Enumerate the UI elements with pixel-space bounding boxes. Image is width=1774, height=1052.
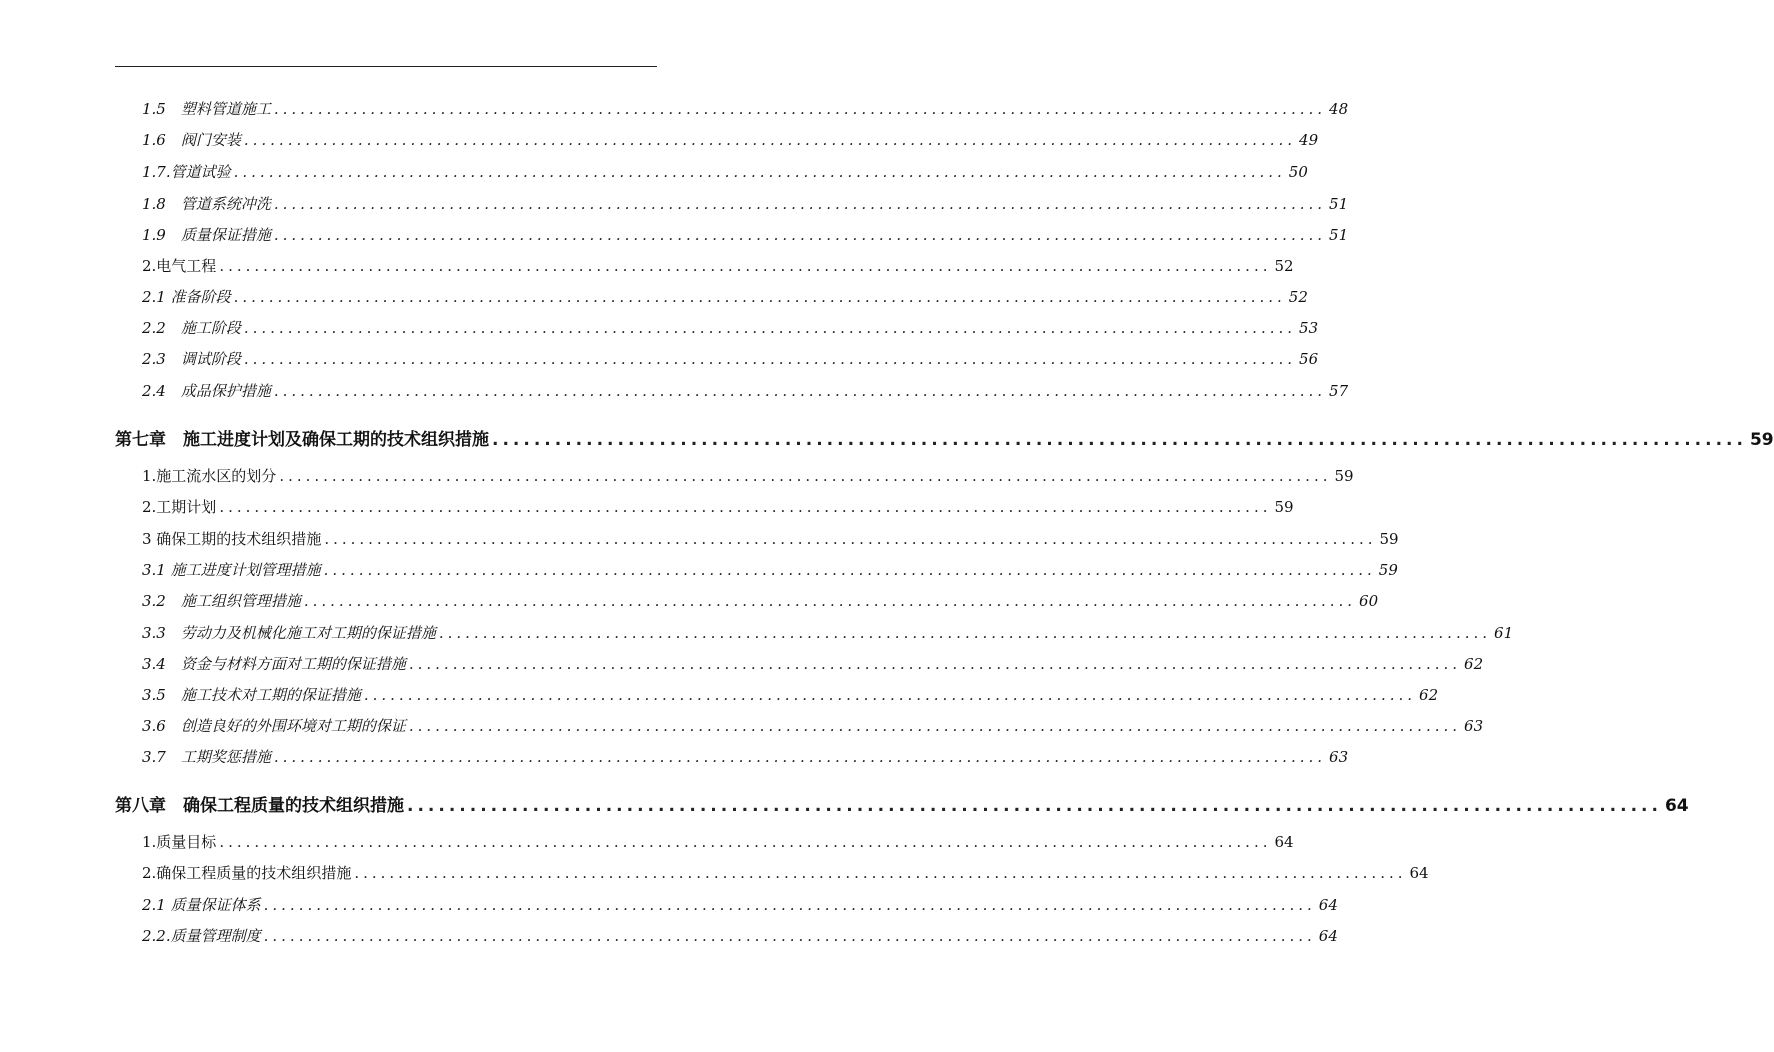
toc-entry[interactable]: [142, 622, 1514, 643]
toc-entry-title: 3 确保工期的技术组织措施: [142, 530, 322, 548]
toc-entry-title: 2.工期计划: [142, 498, 217, 516]
toc-page-number: 64: [1318, 927, 1338, 945]
toc-page-number: 52: [1274, 257, 1294, 275]
toc-entry[interactable]: [142, 715, 1484, 736]
toc-entry-title: 3.4 资金与材料方面对工期的保证措施: [142, 655, 406, 673]
toc-entry-title: 2.1 准备阶段: [142, 288, 231, 306]
toc-entry-title: 1.8 管道系统冲洗: [142, 195, 271, 213]
toc-page-number: 59: [1334, 467, 1354, 485]
toc-page-number: 61: [1494, 624, 1514, 642]
toc-entry[interactable]: [142, 224, 1349, 245]
toc-leader-dots: ........................................................................................................................: [219, 833, 1272, 851]
toc-entry[interactable]: [142, 348, 1319, 369]
toc-entry[interactable]: [142, 831, 1294, 852]
toc-leader-dots: ........................................................................................................................: [219, 498, 1272, 516]
toc-entry[interactable]: [142, 925, 1338, 946]
toc-entry-title: 2.1 质量保证体系: [142, 896, 261, 914]
toc-entry[interactable]: [142, 590, 1379, 611]
toc-leader-dots: ........................................................................................................................: [243, 131, 1297, 149]
toc-page-number: 64: [1409, 864, 1429, 882]
toc-leader-dots: ........................................................................................................................: [273, 226, 1327, 244]
toc-entry-title: 第七章 施工进度计划及确保工期的技术组织措施: [115, 430, 489, 450]
toc-entry[interactable]: [142, 653, 1484, 674]
toc-entry-title: 1.5 塑料管道施工: [142, 100, 271, 118]
toc-entry-title: 1.7.管道试验: [142, 163, 231, 181]
toc-leader-dots: ........................................................................................................................: [273, 195, 1327, 213]
toc-entry-title: 3.6 创造良好的外围环境对工期的保证: [142, 717, 406, 735]
toc-entry-title: 2.电气工程: [142, 257, 217, 275]
toc-entry[interactable]: [142, 465, 1354, 486]
toc-entry-title: 2.2 施工阶段: [142, 319, 241, 337]
toc-entry-title: 1.施工流水区的划分: [142, 467, 277, 485]
toc-entry[interactable]: [142, 317, 1319, 338]
toc-entry-title: 2.2.质量管理制度: [142, 927, 261, 945]
toc-leader-dots: ........................................................................................................................: [263, 927, 1316, 945]
toc-entry[interactable]: [142, 286, 1308, 307]
toc-page-number: 59: [1274, 498, 1294, 516]
toc-page-number: 57: [1329, 382, 1349, 400]
toc-leader-dots: ........................................................................................................................: [303, 592, 1357, 610]
toc-leader-dots: ........................................................................................................................: [233, 288, 1286, 306]
toc-page-number: 56: [1299, 350, 1319, 368]
toc-page-number: 52: [1288, 288, 1308, 306]
toc-leader-dots: ........................................................................................................................: [408, 717, 1462, 735]
toc-entry-title: 1.质量目标: [142, 833, 217, 851]
toc-leader-dots: ........................................................................................................................: [273, 748, 1327, 766]
toc-entry-title: 3.7 工期奖惩措施: [142, 748, 271, 766]
toc-page-number: 62: [1464, 655, 1484, 673]
toc-entry-title: 1.9 质量保证措施: [142, 226, 271, 244]
toc-page-number: 51: [1329, 195, 1349, 213]
toc-page-number: 62: [1419, 686, 1439, 704]
toc-leader-dots: ........................................................................................................................: [219, 257, 1272, 275]
toc-entry[interactable]: [142, 380, 1349, 401]
toc-leader-dots: ........................................................................................................................: [323, 561, 1376, 579]
toc-page-number: 59: [1378, 561, 1398, 579]
toc-page-number: 64: [1318, 896, 1338, 914]
toc-page-number: 63: [1329, 748, 1349, 766]
toc-entry[interactable]: [142, 528, 1399, 549]
toc-entry[interactable]: [142, 559, 1398, 580]
toc-leader-dots: ........................................................................................................................: [438, 624, 1492, 642]
toc-entry[interactable]: [142, 862, 1429, 883]
toc-entry[interactable]: [142, 746, 1349, 767]
toc-leader-dots: ........................................................................................................................: [233, 163, 1286, 181]
toc-entry[interactable]: [142, 193, 1349, 214]
toc-page-number: 48: [1329, 100, 1349, 118]
toc-page-number: 50: [1288, 163, 1308, 181]
toc-entry-title: 2.3 调试阶段: [142, 350, 241, 368]
toc-leader-dots: ........................................................................................................................: [407, 796, 1662, 816]
toc-entry-title: 3.2 施工组织管理措施: [142, 592, 301, 610]
toc-leader-dots: ........................................................................................................................: [273, 100, 1327, 118]
toc-page-number: 49: [1299, 131, 1319, 149]
toc-leader-dots: ........................................................................................................................: [492, 430, 1747, 450]
toc-page-number: 59: [1749, 430, 1774, 450]
toc-entry[interactable]: [142, 894, 1338, 915]
toc-page-number: 53: [1299, 319, 1319, 337]
toc-entry[interactable]: [142, 98, 1349, 119]
toc-entry-title: 第八章 确保工程质量的技术组织措施: [115, 796, 404, 816]
toc-entry-title: 3.5 施工技术对工期的保证措施: [142, 686, 361, 704]
toc-page-number: 64: [1664, 796, 1689, 816]
toc-entry[interactable]: [142, 684, 1439, 705]
toc-leader-dots: ........................................................................................................................: [243, 350, 1297, 368]
toc-leader-dots: ........................................................................................................................: [263, 896, 1316, 914]
toc-leader-dots: ........................................................................................................................: [273, 382, 1327, 400]
toc-leader-dots: ........................................................................................................................: [279, 467, 1332, 485]
toc-leader-dots: ........................................................................................................................: [324, 530, 1377, 548]
toc-leader-dots: ........................................................................................................................: [243, 319, 1297, 337]
toc-entry[interactable]: [142, 129, 1319, 150]
toc-page-number: 63: [1464, 717, 1484, 735]
toc-entry-title: 3.1 施工进度计划管理措施: [142, 561, 321, 579]
toc-page-number: 51: [1329, 226, 1349, 244]
toc-leader-dots: ........................................................................................................................: [408, 655, 1462, 673]
toc-page-number: 59: [1379, 530, 1399, 548]
toc-leader-dots: ........................................................................................................................: [354, 864, 1407, 882]
toc-leader-dots: ........................................................................................................................: [363, 686, 1417, 704]
toc-entry-title: 3.3 劳动力及机械化施工对工期的保证措施: [142, 624, 436, 642]
toc-entry[interactable]: [142, 496, 1294, 517]
toc-entry-title: 2.确保工程质量的技术组织措施: [142, 864, 352, 882]
toc-entry-title: 1.6 阀门安装: [142, 131, 241, 149]
toc-chapter-entry[interactable]: [115, 791, 1689, 816]
toc-entry[interactable]: [142, 161, 1308, 182]
toc-page-number: 60: [1359, 592, 1379, 610]
toc-entry-title: 2.4 成品保护措施: [142, 382, 271, 400]
toc-page-number: 64: [1274, 833, 1294, 851]
toc-entry[interactable]: [142, 255, 1294, 276]
toc-chapter-entry[interactable]: [115, 425, 1774, 450]
